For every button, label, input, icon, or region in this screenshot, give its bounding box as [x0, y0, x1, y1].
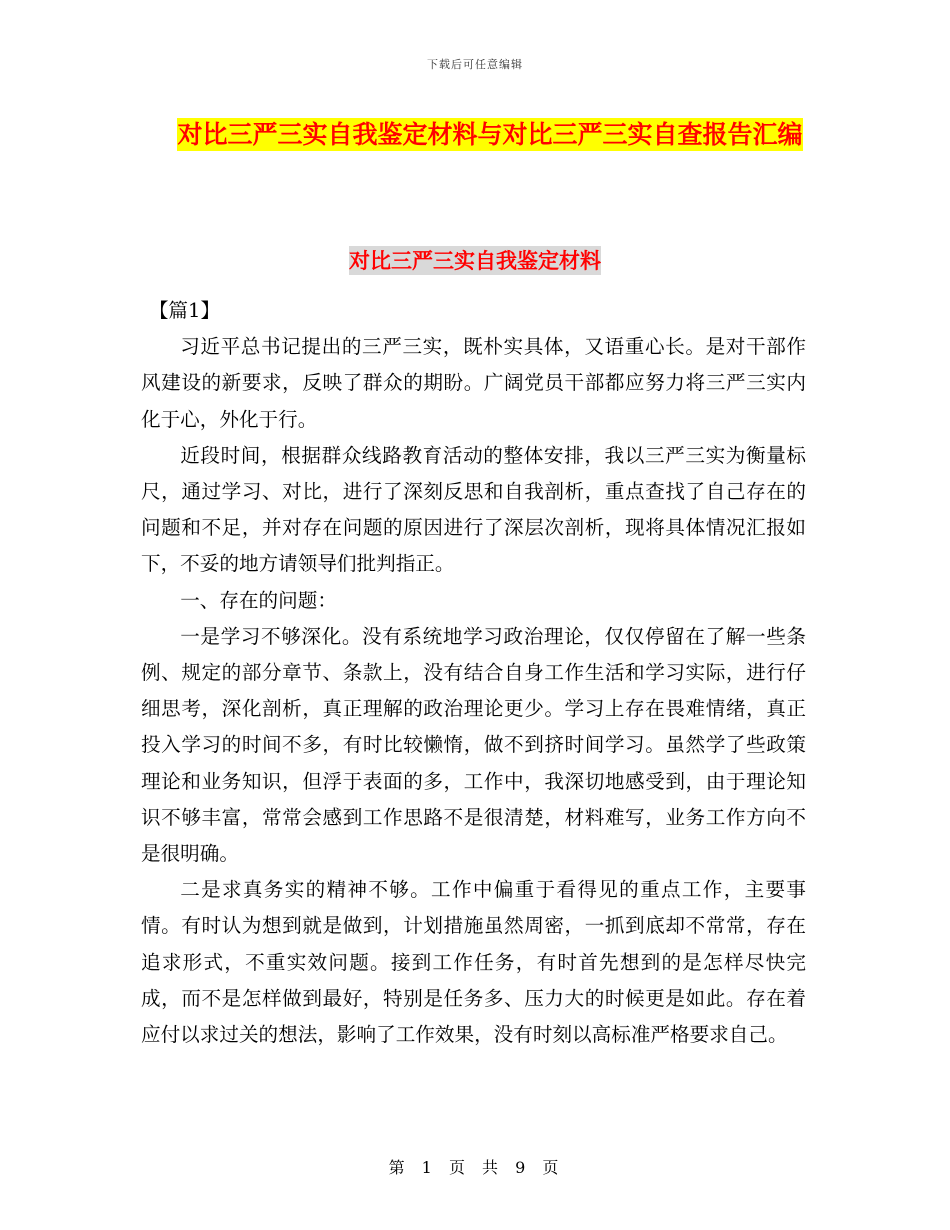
section-title [0, 245, 950, 275]
document-body [141, 293, 806, 1053]
page-footer: 第 1 页 共 9 页 [388, 1158, 562, 1177]
document-title-text: 对比三严三实自我鉴定材料与对比三严三实自查报告汇编 [177, 120, 803, 149]
part-label: 【篇1】 [148, 299, 221, 322]
section-heading: 一、存在的问题： [180, 588, 337, 612]
paragraph: 二是求真务实的精神不够。工作中偏重于看得见的重点工作，主要事情。有时认为想到就是做到，计划措施虽然周密，一抓到底却不常常，存在追求形式，不重实效问题。接到工作任务，有时首先想到的是怎样尽快完成，而不是怎样做到最好，特别是任务多、压力大的时候更是如此。存在着应付以求过关的想法，影响了工作效果，没有时刻以高标准严格要求自己。 [141, 878, 806, 1047]
section-title-text: 对比三严三实自我鉴定材料 [349, 248, 601, 273]
header-note: 下载后可任意编辑 [427, 58, 523, 71]
paragraph: 一是学习不够深化。没有系统地学习政治理论，仅仅停留在了解一些条例、规定的部分章节、条款上，没有结合自身工作生活和学习实际，进行仔细思考，深化剖析，真正理解的政治理论更少。学习上存在畏难情绪，真正投入学习的时间不多，有时比较懒惰，做不到挤时间学习。虽然学了些政策理论和业务知识，但浮于表面的多，工作中，我深切地感受到，由于理论知识不够丰富，常常会感到工作思路不是很清楚，材料难写，业务工作方向不是很明确。 [141, 624, 806, 866]
paragraph: 习近平总书记提出的三严三实，既朴实具体，又语重心长。是对干部作风建设的新要求，反映了群众的期盼。广阔党员干部都应努力将三严三实内化于心，外化于行。 [141, 335, 806, 431]
paragraph: 近段时间，根据群众线路教育活动的整体安排，我以三严三实为衡量标尺，通过学习、对比，进行了深刻反思和自我剖析，重点查找了自己存在的问题和不足，并对存在问题的原因进行了深层次剖析，现将具体情况汇报如下，不妥的地方请领导们批判指正。 [141, 443, 806, 576]
document-title [140, 112, 840, 157]
